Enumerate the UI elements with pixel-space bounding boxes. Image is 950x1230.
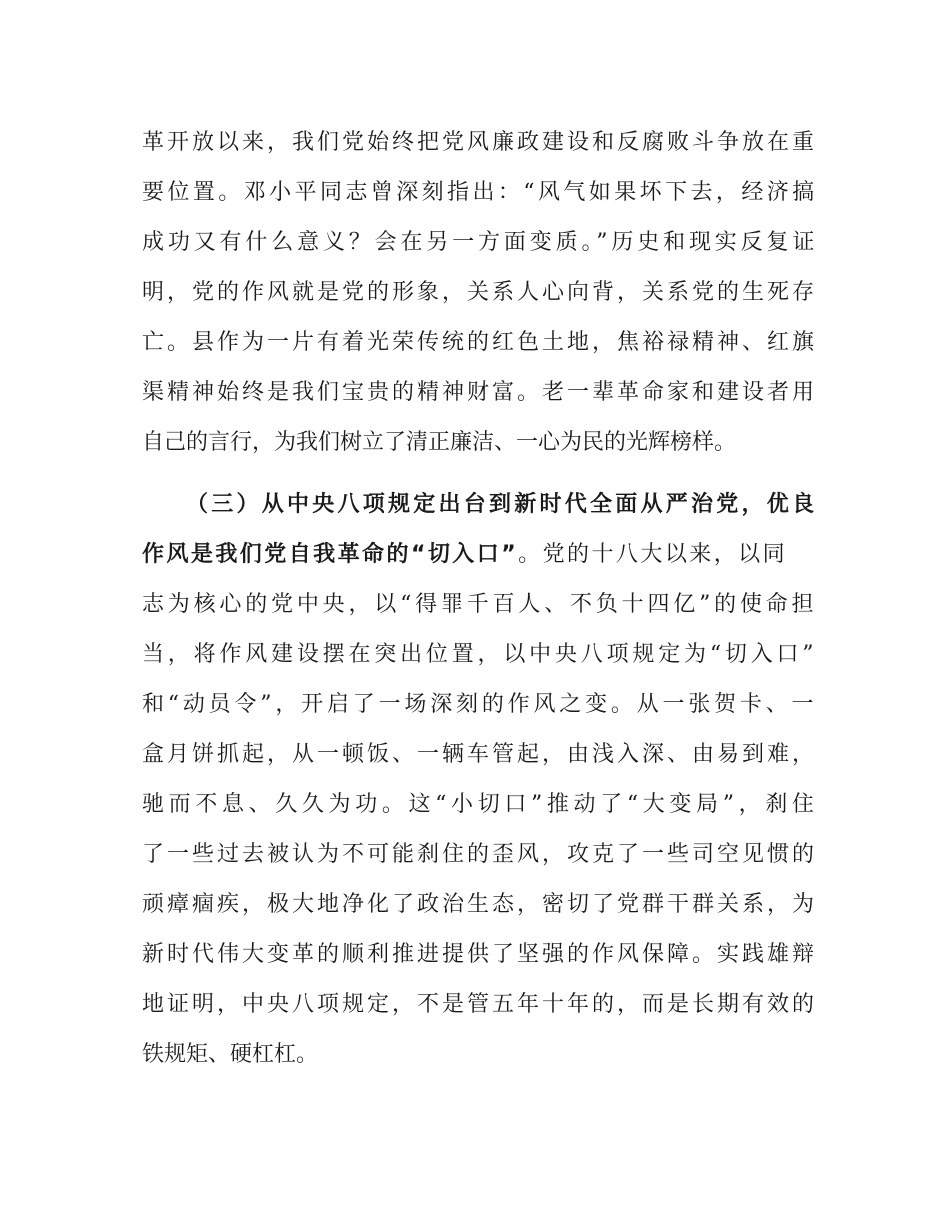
paragraph-line: 盒月饼抓起，从一顿饭、一辆车管起，由浅入深、由易到难，: [142, 742, 818, 767]
section-heading: （三）从中央八项规定出台到新时代全面从严治党，优良: [186, 492, 818, 517]
paragraph-line: 志为核心的党中央，以“得罪千百人、不负十四亿”的使命担: [142, 592, 818, 617]
section-heading-tail: 作风是我们党自我革命的“切入口”: [142, 542, 519, 567]
paragraph-line: 驰而不息、久久为功。这“小切口”推动了“大变局”，刹住: [142, 792, 819, 817]
paragraph-line: 要位置。邓小平同志曾深刻指出：“风气如果坏下去，经济搞: [142, 180, 818, 205]
paragraph-line: 当，将作风建设摆在突出位置，以中央八项规定为“切入口”: [142, 642, 818, 667]
paragraph-line: 了一些过去被认为不可能刹住的歪风，攻克了一些司空见惯的: [142, 842, 818, 867]
paragraph-line: 成功又有什么意义？会在另一方面变质。”历史和现实反复证: [142, 230, 819, 255]
section-heading-continuation: [142, 540, 787, 570]
paragraph-line: 顽瘴痼疾，极大地净化了政治生态，密切了党群干群关系，为: [142, 892, 818, 917]
paragraph-line: 亡。县作为一片有着光荣传统的红色土地，焦裕禄精神、红旗: [142, 330, 818, 355]
paragraph-line: 明，党的作风就是党的形象，关系人心向背，关系党的生死存: [142, 280, 818, 305]
paragraph-line: 自己的言行，为我们树立了清正廉洁、一心为民的光辉榜样。: [142, 430, 737, 455]
paragraph-line: 革开放以来，我们党始终把党风廉政建设和反腐败斗争放在重: [142, 130, 818, 155]
paragraph-line: 地证明，中央八项规定，不是管五年十年的，而是长期有效的: [142, 992, 818, 1017]
paragraph-line: 铁规矩、硬杠杠。: [142, 1042, 319, 1067]
paragraph-line: 渠精神始终是我们宝贵的精神财富。老一辈革命家和建设者用: [142, 380, 818, 405]
paragraph-text: 。党的十八大以来，以同: [518, 542, 788, 567]
paragraph-line: 新时代伟大变革的顺利推进提供了坚强的作风保障。实践雄辩: [142, 942, 818, 967]
paragraph-line: 和“动员令”，开启了一场深刻的作风之变。从一张贺卡、一: [142, 692, 818, 717]
